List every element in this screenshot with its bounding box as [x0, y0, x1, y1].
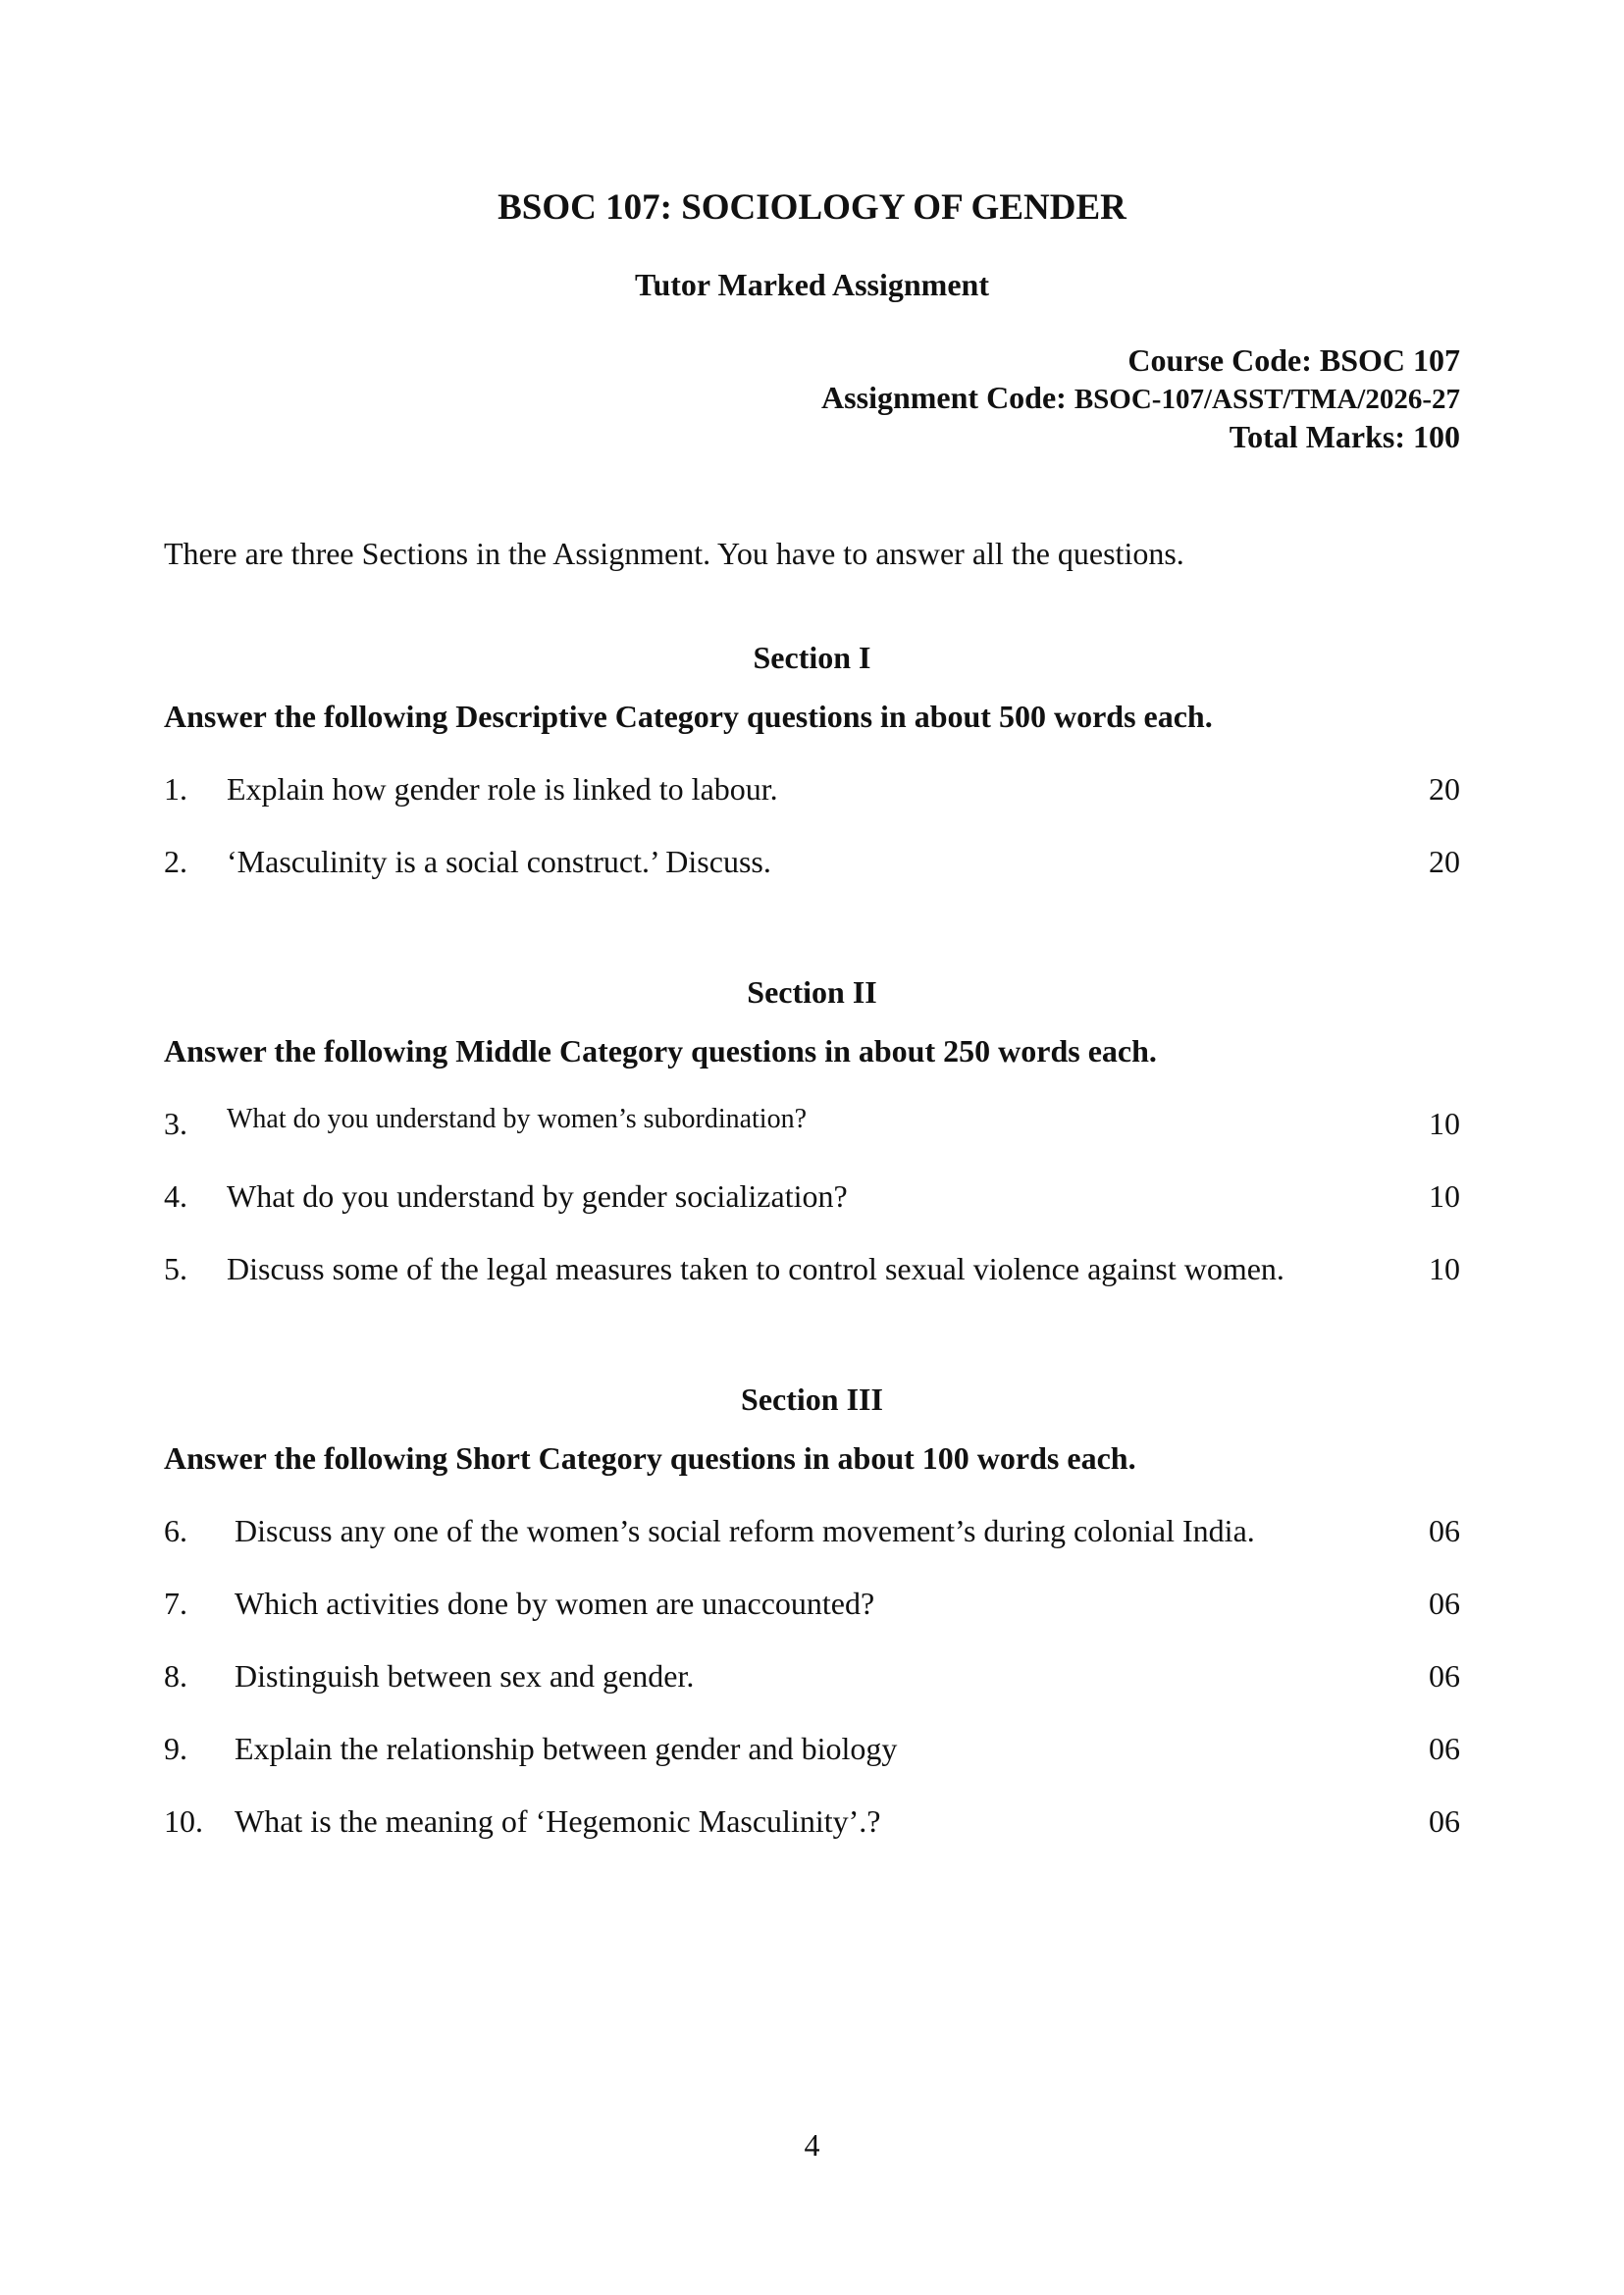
assignment-code-value: BSOC-107/ASST/TMA/2026-27 — [1074, 384, 1460, 415]
question-text: Explain how gender role is linked to labour. — [227, 771, 778, 807]
question-text: What do you understand by women’s subordination? — [227, 1104, 808, 1134]
question-row — [164, 1731, 1460, 1770]
question-marks: 06 — [1429, 1731, 1460, 1766]
question-marks: 20 — [1429, 771, 1460, 807]
question-row — [164, 1178, 1460, 1218]
section-instruction: Answer the following Short Category questions in about 100 words each. — [164, 1440, 1136, 1476]
question-number: 3. — [164, 1106, 187, 1141]
question-row — [164, 1251, 1460, 1290]
question-text: ‘Masculinity is a social construct.’ Discuss. — [227, 844, 771, 879]
question-number: 4. — [164, 1178, 187, 1214]
page-number: 4 — [804, 2127, 820, 2163]
question-marks: 06 — [1429, 1586, 1460, 1621]
question-number: 7. — [164, 1586, 187, 1621]
section-heading: Section I — [753, 640, 871, 675]
question-row — [164, 1513, 1460, 1552]
assignment-code — [821, 379, 1460, 418]
course-code: Course Code: BSOC 107 — [1127, 342, 1460, 378]
question-marks: 10 — [1429, 1251, 1460, 1286]
question-text: What do you understand by gender socialization? — [227, 1178, 848, 1214]
question-number: 9. — [164, 1731, 187, 1766]
assignment-meta — [821, 341, 1460, 455]
question-row — [164, 1658, 1460, 1697]
assignment-code-label: Assignment Code: — [821, 380, 1074, 415]
question-text: Explain the relationship between gender and biology — [235, 1731, 898, 1766]
question-marks: 06 — [1429, 1513, 1460, 1548]
question-text: Which activities done by women are unaccounted? — [235, 1586, 875, 1621]
question-number: 8. — [164, 1658, 187, 1694]
question-marks: 20 — [1429, 844, 1460, 879]
section-heading: Section II — [747, 974, 877, 1010]
total-marks: Total Marks: 100 — [1229, 419, 1460, 454]
question-row — [164, 1106, 1460, 1145]
question-row — [164, 844, 1460, 883]
question-text: Discuss some of the legal measures taken to control sexual violence against women. — [227, 1251, 1284, 1286]
question-row — [164, 771, 1460, 810]
question-number: 5. — [164, 1251, 187, 1286]
section-instruction: Answer the following Middle Category questions in about 250 words each. — [164, 1033, 1157, 1069]
question-number: 10. — [164, 1803, 203, 1839]
document-subtitle: Tutor Marked Assignment — [635, 267, 989, 302]
question-text: Distinguish between sex and gender. — [235, 1658, 695, 1694]
question-marks: 06 — [1429, 1658, 1460, 1694]
question-marks: 06 — [1429, 1803, 1460, 1839]
document-title: BSOC 107: SOCIOLOGY OF GENDER — [498, 187, 1126, 228]
question-row — [164, 1586, 1460, 1625]
question-number: 1. — [164, 771, 187, 807]
question-marks: 10 — [1429, 1178, 1460, 1214]
section-instruction: Answer the following Descriptive Category questions in about 500 words each. — [164, 699, 1213, 734]
question-marks: 10 — [1429, 1106, 1460, 1141]
question-row — [164, 1803, 1460, 1843]
intro-text: There are three Sections in the Assignment. You have to answer all the questions. — [164, 536, 1184, 571]
question-text: Discuss any one of the women’s social reform movement’s during colonial India. — [235, 1513, 1255, 1548]
question-number: 6. — [164, 1513, 187, 1548]
question-number: 2. — [164, 844, 187, 879]
section-heading: Section III — [741, 1382, 883, 1417]
question-text: What is the meaning of ‘Hegemonic Masculinity’.? — [235, 1803, 881, 1839]
